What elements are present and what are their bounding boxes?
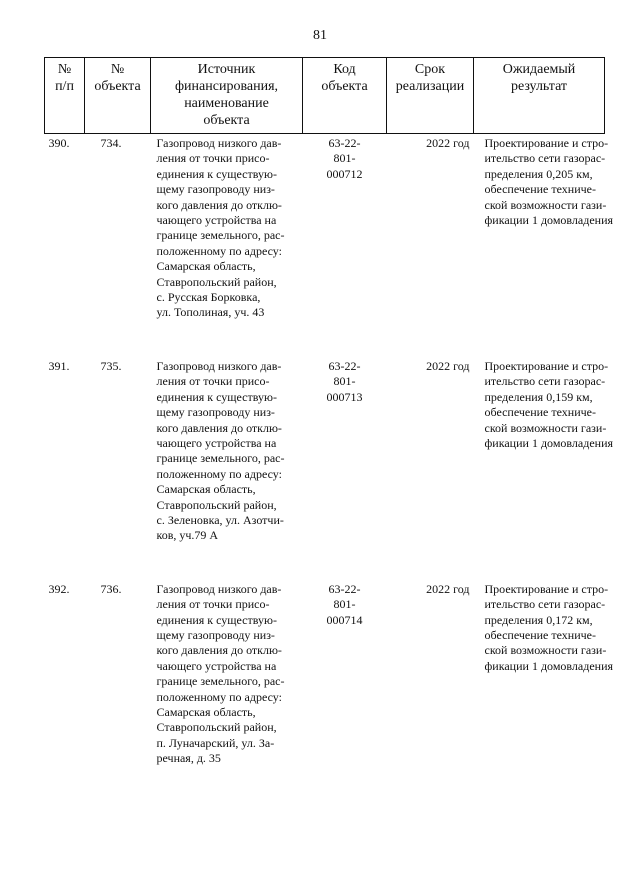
header-object-code: Код объекта: [303, 58, 387, 134]
row-number-cell: 390.: [48, 136, 70, 150]
object-code-cell: 63-22- 801- 000713: [326, 358, 363, 404]
header-row-number: № п/п: [45, 58, 85, 134]
investment-program-table: [44, 57, 614, 767]
expected-result-cell: Проектирование и стро- ительство сети газорас- пределения 0,205 км, обеспечение техниче- ской возможности гази- фикации 1 домовладения: [484, 136, 614, 228]
table-row: [45, 544, 605, 767]
object-code-cell: 63-22- 801- 000714: [326, 581, 363, 627]
object-code-cell: 63-22- 801- 000712: [326, 136, 363, 181]
row-number-cell: 391.: [48, 358, 70, 373]
header-expected-result: Ожидаемый результат: [474, 58, 605, 134]
object-number-cell: 735.: [100, 358, 122, 373]
page-number: 81: [313, 28, 327, 43]
expected-result-cell: Проектирование и стро- ительство сети газорас- пределения 0,172 км, обеспечение техниче- ской возможности гази- фикации 1 домовладения: [484, 581, 614, 673]
header-term: Срок реализации: [387, 58, 474, 134]
header-object-number: № объекта: [85, 58, 151, 134]
object-number-cell: 736.: [100, 581, 122, 596]
funding-source-cell: Газопровод низкого дав- ления от точки присо- единения к существую- щему газопроводу низ- кого давления до отклю- чающего устройства на границе земельного, рас- положенному по адресу: Самарская область, Ставропольский район, п. Луначарский, ул. За- речная, д. 35: [156, 581, 285, 766]
funding-source-cell: Газопровод низкого дав- ления от точки присо- единения к существую- щему газопроводу низ- кого давления до отклю- чающего устройства на границе земельного, рас- положенному по адресу: Самарская область, Ставропольский район, с. Русская Борковка, ул. Тополиная, уч. 43: [156, 136, 285, 320]
funding-source-cell: Газопровод низкого дав- ления от точки присо- единения к существую- щему газопроводу низ- кого давления до отклю- чающего устройства на границе земельного, рас- положенному по адресу: Самарская область, Ставропольский район, с. Зеленовка, ул. Азотчи- ков, уч.79 А: [156, 358, 285, 543]
term-cell: 2022 год: [426, 358, 470, 373]
object-number-cell: 734.: [100, 136, 122, 150]
table-header-row: [45, 58, 605, 134]
term-cell: 2022 год: [426, 136, 470, 150]
table-row: [45, 321, 605, 544]
row-number-cell: 392.: [48, 581, 70, 596]
header-funding-source: Источник финансирования, наименование объекта: [151, 58, 303, 134]
expected-result-cell: Проектирование и стро- ительство сети газорас- пределения 0,159 км, обеспечение техниче- ской возможности гази- фикации 1 домовладения: [484, 358, 614, 450]
table-row: [45, 134, 605, 321]
term-cell: 2022 год: [426, 581, 470, 596]
